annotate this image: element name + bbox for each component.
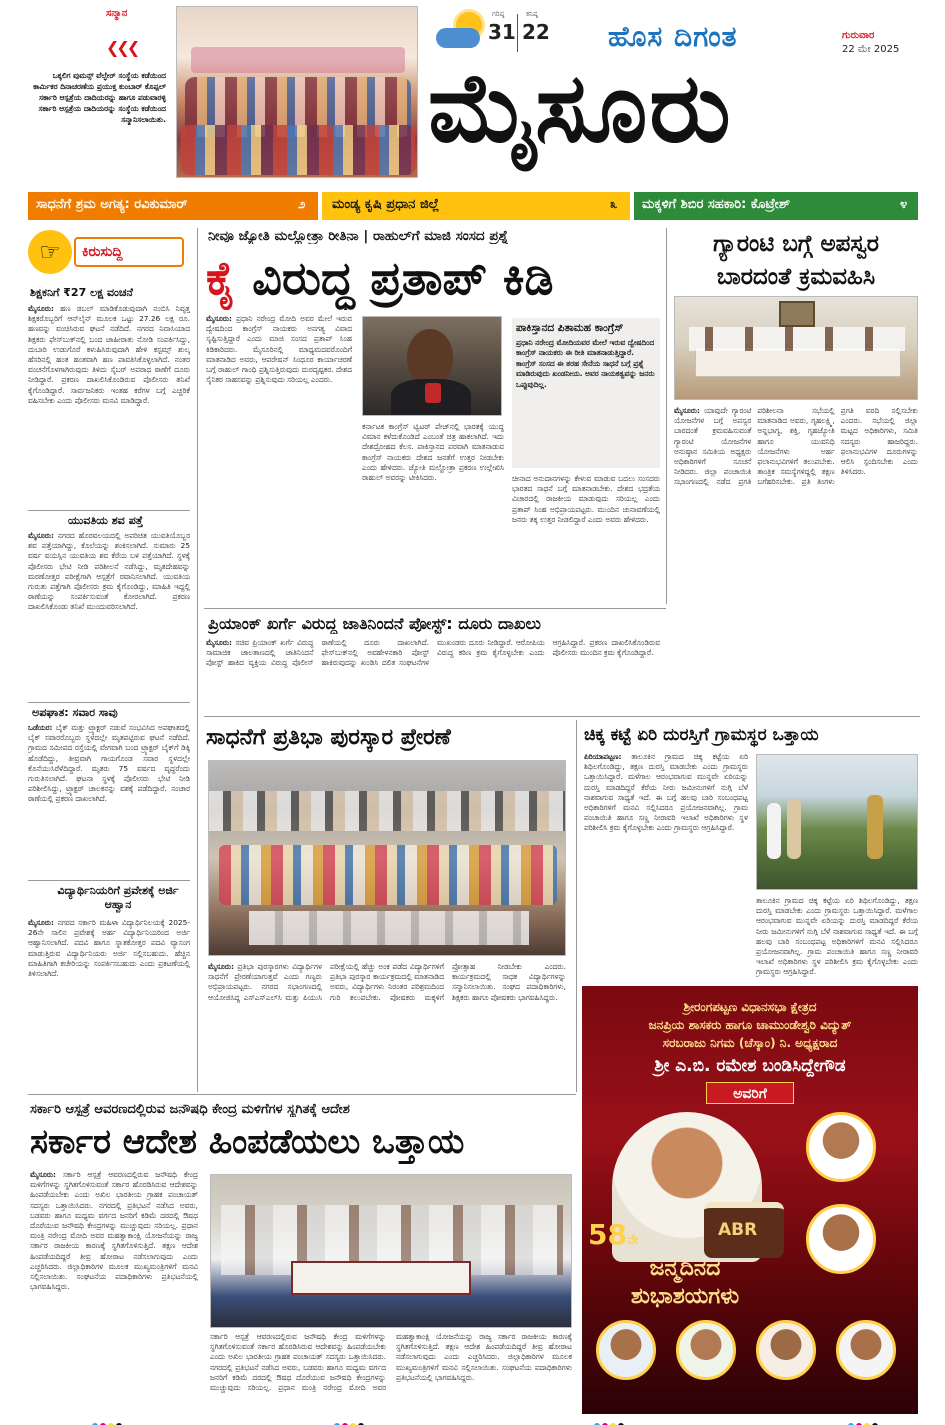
brief-4-text: ನಗರದ ಸರ್ಕಾರಿ ಮಹಿಳಾ ವಿದ್ಯಾರ್ಥಿನಿಲಯಕ್ಕೆ 2025-26ನೇ ಸಾಲಿನ ಪ್ರವೇಶಕ್ಕೆ ಅರ್ಹ ವಿದ್ಯಾರ್ಥಿನಿಯರಿಂದ ಅರ್ಜಿ ಆಹ್ವಾನಿಸಲಾಗಿದೆ. ಪದವಿ ಹಾಗೂ ಸ್ನಾತಕೋತ್ತರ ಪದವಿ ವ್ಯಾಸಂಗ ಮಾಡುತ್ತಿರುವ ವಿದ್ಯಾರ್ಥಿನಿಯರು ಅರ್ಜಿ ಸಲ್ಲಿಸಬಹುದು. ಹೆಚ್ಚಿನ ಮಾಹಿತಿಗಾಗಿ ಕಚೇರಿಯನ್ನು ಸಂಪರ್ಕಿಸಬಹುದು ಎಂದು ಪ್ರಕಟಣೆಯಲ್ಲಿ ತಿಳಿಸಲಾಗಿದೆ. — [28, 918, 190, 979]
column-divider — [666, 228, 667, 604]
brief-3-text: ಬೈಕ್ ಮತ್ತು ಟ್ರ್ಯಾಕ್ಟರ್ ನಡುವೆ ಸಂಭವಿಸಿದ ಅಪಘಾತದಲ್ಲಿ ಬೈಕ್ ಸವಾರರೊಬ್ಬರು ಸ್ಥಳದಲ್ಲೇ ಮೃತಪಟ್ಟಿರುವ ಘಟನೆ ನಡೆದಿದೆ. ಗ್ರಾಮದ ಸಮೀಪದ ರಸ್ತೆಯಲ್ಲಿ ವೇಗವಾಗಿ ಬಂದ ಟ್ರ್ಯಾಕ್ಟರ್ ಬೈಕ್‌ಗೆ ಡಿಕ್ಕಿ ಹೊಡೆದಿದ್ದು, ತೀವ್ರವಾಗಿ ಗಾಯಗೊಂಡ ಸವಾರ ಸ್ಥಳದಲ್ಲೇ ಕೊನೆಯುಸಿರೆಳೆದಿದ್ದಾರೆ. ಮೃತರು 75 ವರ್ಷದ ವೃದ್ಧರೆಂದು ಗುರುತಿಸಲಾಗಿದೆ. ಘಟನಾ ಸ್ಥಳಕ್ಕೆ ಪೊಲೀಸರು ಭೇಟಿ ನೀಡಿ ಪರಿಶೀಲಿಸಿದ್ದು, ಟ್ರ್ಯಾಕ್ಟರ್ ಚಾಲಕನನ್ನು ವಶಕ್ಕೆ ಪಡೆದಿದ್ದಾರೆ. ಸಂಚಾರ ಠಾಣೆಯಲ್ಲಿ ಪ್ರಕರಣ ದಾಖಲಾಗಿದೆ. — [28, 723, 190, 804]
felicitation-caption: ಒಕ್ಕಲಿಗ ವುಮನ್ಸ್ ವೆಲ್ಫೇರ್ ಸಂಸ್ಥೆಯ ಕಡೆಯಿಂದ ಕಾರ್ಮಿಕರ ದಿನಾಚರಣೆಯ ಪ್ರಯುಕ್ತ ಕುಂಬಾರ್ ಕೊಪ್ಪಲ್ ಸರ್ಕಾರಿ ಆಸ್ಪತ್ರೆಯ ದಾದಿಯರನ್ನು ಹಾಗೂ ಪಡುವಾರಳ್ಳಿ ಸರ್ಕಾರಿ ಆಸ್ಪತ್ರೆಯ ದಾದಿಯರನ್ನು ಸಂಸ್ಥೆಯ ಕಡೆಯಿಂದ ಸನ್ಮಾನಿಸಲಾಯಿತು. — [33, 71, 166, 124]
lead-dateline: ಮೈಸೂರು: — [206, 314, 232, 323]
date-label: 22 ಮೇ 2025 — [842, 44, 900, 55]
pointing-hand-icon: ☞ — [28, 230, 72, 274]
ad-age-number: 58 — [588, 1218, 627, 1251]
column-divider — [197, 228, 198, 1092]
lead-headline — [206, 248, 662, 310]
divider — [28, 880, 190, 881]
hospital-col-2 — [210, 1332, 572, 1412]
brief-1-text: ಹಣ ಡಬಲ್ ಮಾಡಿಕೊಡುವುದಾಗಿ ನಂಬಿಸಿ ನಿವೃತ್ತ ಶಿಕ್ಷಕರೊಬ್ಬರಿಗೆ ಆನ್‌ಲೈನ್ ಮೂಲಕ ಒಟ್ಟು 27.26 ಲಕ್ಷ ರೂ. ಹಣವನ್ನು ವಂಚಿಸಿರುವ ಘಟನೆ ನಡೆದಿದೆ. ನಗರದ ನಿವಾಸಿಯಾದ ಶಿಕ್ಷಕರು ಫೇಸ್‌ಬುಕ್‌ನಲ್ಲಿ ಬಂದ ಜಾಹೀರಾತು ನೋಡಿ ಸಂಪರ್ಕಿಸಿದ್ದು, ದುಬಾರಿ ಉಡುಗೊರೆ ಕಳುಹಿಸಿರುವುದಾಗಿ ಹೇಳಿ ಕಸ್ಟಮ್ಸ್ ಶುಲ್ಕ ಹೆಸರಿನಲ್ಲಿ ಹಂತ ಹಂತವಾಗಿ ಹಣ ಪಾವತಿಸಿಕೊಳ್ಳಲಾಗಿದೆ. ನಂತರ ವಂಚನೆಗೊಳಗಾಗಿರುವುದು ತಿಳಿದು ಸೈಬರ್ ಅಪರಾಧ ಠಾಣೆಗೆ ದೂರು ನೀಡಿದ್ದಾರೆ. ಪ್ರಕರಣ ದಾಖಲಿಸಿಕೊಂಡಿರುವ ಪೊಲೀಸರು ತನಿಖೆ ಕೈಗೊಂಡಿದ್ದಾರೆ. ಸಾರ್ವಜನಿಕರು ಇಂತಹ ಕರೆಗಳ ಬಗ್ಗೆ ಎಚ್ಚರಿಕೆ ವಹಿಸಬೇಕು ಎಂದು ಪೊಲೀಸರು ಮನವಿ ಮಾಡಿದ್ದಾರೆ. — [28, 304, 190, 405]
award-photo — [208, 760, 566, 956]
guarantee-story — [672, 226, 920, 716]
teaser-2[interactable] — [322, 192, 630, 220]
max-temp-label: ಗರಿಷ್ಠ — [492, 10, 505, 18]
supporter-portrait — [596, 1320, 656, 1380]
ad-age-suffix: ನೇ — [626, 1233, 639, 1248]
city-title: ಮೈಸೂರು — [428, 52, 733, 164]
lake-body-2 — [756, 896, 918, 978]
lake-story — [582, 720, 920, 980]
ad-line-2: ಜನಪ್ರಿಯ ಶಾಸಕರು ಹಾಗೂ ಚಾಮುಂಡೇಶ್ವರಿ ವಿದ್ಯುತ್ — [648, 1018, 852, 1032]
guarantee-body — [674, 406, 918, 712]
lead-sidebar-title: ಪಾಕಿಸ್ತಾನದ ಪಿತಾಮಹ ಕಾಂಗ್ರೆಸ್ — [516, 322, 624, 334]
hospital-photo — [210, 1174, 572, 1328]
lead-sidebar — [512, 318, 660, 468]
teaser-3-text: ಮಕ್ಕಳಿಗೆ ಶಿಬಿರ ಸಹಕಾರಿ: ಕೊಟ್ರೇಶ್ — [642, 197, 791, 212]
cake-text: ABR — [718, 1220, 758, 1240]
ad-greeting-1: ಜನ್ಮದಿನದ — [649, 1256, 721, 1281]
min-temp: 22 — [522, 20, 550, 44]
lead-col-2-text: ಕರ್ನಾಟಕ ಕಾಂಗ್ರೆಸ್ ಟ್ವಿಟರ್ ಪೇಜ್‌ನಲ್ಲಿ ಭಾರತಕ್ಕೆ ಯುದ್ಧ ವಿಮಾನ ಕಳೆದುಕೊಂಡಿದೆ ಎಂಬಂತೆ ಚಿತ್ರ ಹಾಕಲಾಗಿದೆ. ಇದು ದೇಶದ್ರೋಹದ ಕೆಲಸ. ಪಾಕಿಸ್ತಾನದ ಪರವಾಗಿ ಮಾತನಾಡುವ ಕಾಂಗ್ರೆಸ್ ನಾಯಕರು ದೇಶದ ಜನತೆಗೆ ಉತ್ತರ ನೀಡಬೇಕು ಎಂದು ಹೇಳಿದರು. ಜ್ಯೋತಿ ಮಲ್ಹೋತ್ರಾ ಪ್ರಕರಣ ಉಲ್ಲೇಖಿಸಿ ರಾಹುಲ್ ಅವರನ್ನು ಟೀಕಿಸಿದರು. — [362, 422, 504, 483]
teaser-2-text: ಮಂಡ್ಯ ಕೃಷಿ ಪ್ರಧಾನ ಜಿಲ್ಲೆ — [332, 197, 440, 212]
teaser-bar — [28, 192, 918, 220]
divider — [28, 1094, 576, 1095]
brief-4-lead: ಮೈಸೂರು: — [28, 918, 54, 927]
briefs-label: ಕಿರುಸುದ್ದಿ — [82, 244, 123, 260]
award-headline: ಸಾಧನೆಗೆ ಪ್ರತಿಭಾ ಪುರಸ್ಕಾರ ಪ್ರೇರಣೆ — [206, 725, 451, 750]
award-body — [208, 962, 566, 1090]
divider — [28, 510, 190, 511]
briefs-banner — [28, 230, 188, 274]
award-dateline: ಮೈಸೂರು: — [208, 962, 234, 971]
brief-1-title: ಶಿಕ್ಷಕನಿಗೆ ₹27 ಲಕ್ಷ ವಂಚನೆ — [30, 286, 133, 299]
hospital-text-2: ಸರ್ಕಾರಿ ಆಸ್ಪತ್ರೆ ಆವರಣದಲ್ಲಿರುವ ಜನೌಷಧಿ ಕೇಂದ್ರ ಮಳಿಗೆಗಳನ್ನು ಸ್ಥಗಿತಗೊಳಿಸುವಂತೆ ಸರ್ಕಾರ ಹೊರಡಿಸಿರುವ ಆದೇಶವನ್ನು ಹಿಂಪಡೆಯಬೇಕು ಎಂದು ಅಖಿಲ ಭಾರತೀಯ ಗ್ರಾಹಕ ಪಂಚಾಯತ್ ಸದಸ್ಯರು ಒತ್ತಾಯಿಸಿದರು. ನಗರದಲ್ಲಿ ಪ್ರತಿಭಟನೆ ನಡೆಸಿದ ಅವರು, ಬಡವರು ಹಾಗೂ ಮಧ್ಯಮ ವರ್ಗದ ಜನರಿಗೆ ಕಡಿಮೆ ದರದಲ್ಲಿ ಔಷಧ ದೊರೆಯುವ ಜನೌಷಧಿ ಕೇಂದ್ರಗಳನ್ನು ಮುಚ್ಚುವುದು ಸರಿಯಲ್ಲ. ಪ್ರಧಾನ ಮಂತ್ರಿ ನರೇಂದ್ರ ಮೋದಿ ಅವರ ಮಹತ್ವಾಕಾಂಕ್ಷಿ ಯೋಜನೆಯನ್ನು ರಾಜ್ಯ ಸರ್ಕಾರ ರಾಜಕೀಯ ಕಾರಣಕ್ಕೆ ಸ್ಥಗಿತಗೊಳಿಸುತ್ತಿದೆ. ತಕ್ಷಣ ಆದೇಶ ಹಿಂಪಡೆಯದಿದ್ದರೆ ತೀವ್ರ ಹೋರಾಟ ನಡೆಸಲಾಗುವುದು ಎಂದು ಎಚ್ಚರಿಸಿದರು. ಜಿಲ್ಲಾಧಿಕಾರಿಗಳ ಮೂಲಕ ಮುಖ್ಯಮಂತ್ರಿಗಳಿಗೆ ಮನವಿ ಸಲ್ಲಿಸಲಾಯಿತು. ಸಂಘಟನೆಯ ಪದಾಧಿಕಾರಿಗಳು ಪ್ರತಿಭಟನೆಯಲ್ಲಿ ಭಾಗವಹಿಸಿದ್ದರು. — [210, 1332, 572, 1393]
lead-headline-red: ಕೈ — [206, 251, 237, 305]
lake-dateline: ಪಿರಿಯಾಪಟ್ಟಣ: — [584, 752, 622, 761]
lake-photo — [756, 754, 918, 890]
hospital-story — [28, 1100, 574, 1412]
brief-2-lead: ಮೈಸೂರು: — [28, 531, 54, 540]
supporter-portrait — [756, 1320, 816, 1380]
guarantee-photo — [674, 296, 918, 400]
lake-text-2: ತಾಲೂಕಿನ ಗ್ರಾಮದ ಚಿಕ್ಕ ಕಟ್ಟೆಯ ಏರಿ ಶಿಥಿಲಗೊಂಡಿದ್ದು, ತಕ್ಷಣ ದುರಸ್ತಿ ಮಾಡಬೇಕು ಎಂದು ಗ್ರಾಮಸ್ಥರು ಒತ್ತಾಯಿಸಿದ್ದಾರೆ. ಮಳೆಗಾಲ ಆರಂಭವಾಗುವ ಮುನ್ನವೇ ಏರಿಯನ್ನು ದುರಸ್ತಿ ಮಾಡದಿದ್ದರೆ ಕೆರೆಯ ನೀರು ಜಮೀನುಗಳಿಗೆ ನುಗ್ಗಿ ಬೆಳೆ ನಾಶವಾಗುವ ಸಾಧ್ಯತೆ ಇದೆ. ಈ ಬಗ್ಗೆ ಹಲವು ಬಾರಿ ಸಂಬಂಧಪಟ್ಟ ಅಧಿಕಾರಿಗಳಿಗೆ ಮನವಿ ಸಲ್ಲಿಸಿದರೂ ಪ್ರಯೋಜನವಾಗಿಲ್ಲ. ಗ್ರಾಮ ಪಂಚಾಯಿತಿ ಹಾಗೂ ಸಣ್ಣ ನೀರಾವರಿ ಇಲಾಖೆ ಅಧಿಕಾರಿಗಳು ಸ್ಥಳ ಪರಿಶೀಲಿಸಿ ಕ್ರಮ ಕೈಗೊಳ್ಳಬೇಕು ಎಂದು ಗ್ರಾಮಸ್ಥರು ಆಗ್ರಹಿಸಿದ್ದಾರೆ. — [756, 896, 918, 977]
lead-headline-black: ವಿರುದ್ಧ ಪ್ರತಾಪ್ ಕಿಡಿ — [252, 251, 554, 305]
lead-sidebar-body: ಪ್ರಧಾನಿ ನರೇಂದ್ರ ಮೋದಿಯವರ ಮೇಲೆ ಇರುವ ದ್ವೇಷದಿಂದ ಕಾಂಗ್ರೆಸ್ ನಾಯಕರು ಈ ರೀತಿ ಮಾತನಾಡುತ್ತಿದ್ದಾರೆ. ಕಾಂಗ್ರೆಸ್ ಸಂಸದ ಈ ತರಹ ಸೇನೆಯ ಸಾಧನೆ ಬಗ್ಗೆ ಪ್ರಶ್ನೆ ಮಾಡಿರುವುದು ಖಂಡನೀಯ. ಅವರ ನಾಯಕತ್ವವನ್ನು ಜನರು ಒಪ್ಪುವುದಿಲ್ಲ. — [516, 338, 655, 389]
divider — [204, 608, 666, 609]
briefs-label-box — [74, 237, 184, 267]
teaser-2-page: ೩ — [610, 197, 618, 212]
column-divider — [576, 720, 577, 1092]
lead-col-3 — [512, 474, 660, 604]
registration-marks — [92, 1414, 124, 1425]
ad-age — [588, 1218, 638, 1251]
guarantee-headline: ಗ್ಯಾರಂಟಿ ಬಗ್ಗೆ ಅಪಸ್ವರ ಬಾರದಂತೆ ಕ್ರಮವಹಿಸಿ — [713, 231, 879, 290]
felicitation-photo — [176, 6, 418, 178]
brief-3-title: ಅಪಘಾತ: ಸವಾರ ಸಾವು — [32, 706, 118, 719]
lead-photo — [362, 316, 502, 416]
lake-body — [584, 752, 748, 978]
hospital-kicker: ಸರ್ಕಾರಿ ಆಸ್ಪತ್ರೆ ಆವರಣದಲ್ಲಿರುವ ಜನೌಷಧಿ ಕೇಂದ್ರ ಮಳಿಗೆಗಳ ಸ್ಥಗಿತಕ್ಕೆ ಆದೇಶ — [30, 1102, 350, 1117]
divider — [28, 702, 190, 703]
lake-headline: ಚಿಕ್ಕ ಕಟ್ಟೆ ಏರಿ ದುರಸ್ತಿಗೆ ಗ್ರಾಮಸ್ಥರ ಒತ್ತಾಯ — [584, 725, 819, 745]
lead-col-1-text: ಪ್ರಧಾನಿ ನರೇಂದ್ರ ಮೋದಿ ಅವರ ಮೇಲೆ ಇರುವ ದ್ವೇಷದಿಂದ ಕಾಂಗ್ರೆಸ್ ನಾಯಕರು ಅನಗತ್ಯ ವಿವಾದ ಸೃಷ್ಟಿಸುತ್ತಿದ್ದಾರೆ ಎಂದು ಮಾಜಿ ಸಂಸದ ಪ್ರತಾಪ್ ಸಿಂಹ ಕಿಡಿಕಾರಿದರು. ಮೈಸೂರಿನಲ್ಲಿ ಮಾಧ್ಯಮದವರೊಂದಿಗೆ ಮಾತನಾಡಿದ ಅವರು, ಆಪರೇಷನ್ ಸಿಂಧೂರ ಕಾರ್ಯಾಚರಣೆ ಬಗ್ಗೆ ರಾಹುಲ್ ಗಾಂಧಿ ಪ್ರಶ್ನಿಸುತ್ತಿರುವುದು ದುರದೃಷ್ಟಕರ. ದೇಶದ ಸೈನಿಕರ ಸಾಹಸವನ್ನು ಪ್ರಶ್ನಿಸುವುದು ಸರಿಯಲ್ಲ ಎಂದರು. — [206, 314, 352, 385]
max-temp: 31 — [488, 20, 516, 44]
ad-line-3: ಸರಬರಾಜು ನಿಗಮ (ಚೆಸ್ಕಾಂ) ನಿ. ಅಧ್ಯಕ್ಷರಾದ — [662, 1036, 838, 1050]
ad-line-1: ಶ್ರೀರಂಗಪಟ್ಟಣ ವಿಧಾನಸಭಾ ಕ್ಷೇತ್ರದ — [683, 1000, 817, 1014]
supporter-portrait — [806, 1204, 876, 1274]
brand-logo: ಹೊಸ ದಿಗಂತ — [608, 20, 738, 53]
guarantee-dateline: ಮೈಸೂರು: — [674, 406, 700, 415]
lead-col-2 — [362, 422, 504, 604]
ad-name: ಶ್ರೀ ಎ.ಬಿ. ರಮೇಶ ಬಂಡಿಸಿದ್ದೇಗೌಡ — [654, 1056, 846, 1076]
brief-1-lead: ಮೈಸೂರು: — [28, 304, 54, 313]
kharge-dateline: ಮೈಸೂರು: — [206, 638, 232, 647]
briefs-column — [28, 228, 192, 1088]
registration-marks — [594, 1414, 626, 1425]
kharge-story — [204, 612, 662, 712]
brief-1-body — [28, 304, 190, 518]
kharge-text: ಸಚಿವ ಪ್ರಿಯಾಂಕ್ ಖರ್ಗೆ ವಿರುದ್ಧ ಸಾಮಾಜಿಕ ಜಾಲತಾಣದಲ್ಲಿ ಜಾತಿನಿಂದನೆ ಪೋಸ್ಟ್ ಹಾಕಿದ ವ್ಯಕ್ತಿಯ ವಿರುದ್ಧ ಪೊಲೀಸ್ ಠಾಣೆಯಲ್ಲಿ ದೂರು ದಾಖಲಾಗಿದೆ. ಫೇಸ್‌ಬುಕ್‌ನಲ್ಲಿ ಅವಹೇಳನಕಾರಿ ಪೋಸ್ಟ್ ಹಾಕಿರುವುದನ್ನು ಖಂಡಿಸಿ ದಲಿತ ಸಂಘಟನೆಗಳ ಮುಖಂಡರು ದೂರು ನೀಡಿದ್ದಾರೆ. ಆರೋಪಿಯ ವಿರುದ್ಧ ಕಠಿಣ ಕ್ರಮ ಕೈಗೊಳ್ಳಬೇಕು ಎಂದು ಆಗ್ರಹಿಸಿದ್ದಾರೆ. ಪ್ರಕರಣ ದಾಖಲಿಸಿಕೊಂಡಿರುವ ಪೊಲೀಸರು ಮುಂದಿನ ಕ್ರಮ ಕೈಗೊಂಡಿದ್ದಾರೆ. — [206, 638, 660, 668]
brief-3-lead: ಒಡೆಯರ: — [28, 723, 53, 732]
lead-story — [204, 226, 662, 604]
teaser-1-page: ೨ — [298, 197, 306, 212]
lead-col-1 — [206, 314, 352, 604]
award-text: ಪ್ರತಿಭಾ ಪುರಸ್ಕಾರಗಳು ವಿದ್ಯಾರ್ಥಿಗಳ ಸಾಧನೆಗೆ ಪ್ರೇರಣೆಯಾಗುತ್ತವೆ ಎಂದು ಗಣ್ಯರು ಅಭಿಪ್ರಾಯಪಟ್ಟರು. ನಗರದ ಸಭಾಂಗಣದಲ್ಲಿ ಆಯೋಜಿಸಿದ್ದ ಎಸ್ಎಸ್ಎಲ್‌ಸಿ ಮತ್ತು ಪಿಯುಸಿ ಪರೀಕ್ಷೆಯಲ್ಲಿ ಹೆಚ್ಚು ಅಂಕ ಪಡೆದ ವಿದ್ಯಾರ್ಥಿಗಳಿಗೆ ಪ್ರತಿಭಾ ಪುರಸ್ಕಾರ ಕಾರ್ಯಕ್ರಮದಲ್ಲಿ ಮಾತನಾಡಿದ ಅವರು, ವಿದ್ಯಾರ್ಥಿಗಳು ನಿರಂತರ ಪರಿಶ್ರಮದಿಂದ ಗುರಿ ತಲುಪಬೇಕು. ಪೋಷಕರು ಮಕ್ಕಳಿಗೆ ಪ್ರೋತ್ಸಾಹ ನೀಡಬೇಕು ಎಂದರು. ಕಾರ್ಯಕ್ರಮದಲ್ಲಿ ಸಾಧಕ ವಿದ್ಯಾರ್ಥಿಗಳನ್ನು ಸನ್ಮಾನಿಸಲಾಯಿತು. ಸಂಘದ ಪದಾಧಿಕಾರಿಗಳು, ಶಿಕ್ಷಕರು ಹಾಗೂ ಪೋಷಕರು ಭಾಗವಹಿಸಿದ್ದರು. — [208, 962, 566, 1002]
lake-text: ತಾಲೂಕಿನ ಗ್ರಾಮದ ಚಿಕ್ಕ ಕಟ್ಟೆಯ ಏರಿ ಶಿಥಿಲಗೊಂಡಿದ್ದು, ತಕ್ಷಣ ದುರಸ್ತಿ ಮಾಡಬೇಕು ಎಂದು ಗ್ರಾಮಸ್ಥರು ಒತ್ತಾಯಿಸಿದ್ದಾರೆ. ಮಳೆಗಾಲ ಆರಂಭವಾಗುವ ಮುನ್ನವೇ ಏರಿಯನ್ನು ದುರಸ್ತಿ ಮಾಡದಿದ್ದರೆ ಕೆರೆಯ ನೀರು ಜಮೀನುಗಳಿಗೆ ನುಗ್ಗಿ ಬೆಳೆ ನಾಶವಾಗುವ ಸಾಧ್ಯತೆ ಇದೆ. ಈ ಬಗ್ಗೆ ಹಲವು ಬಾರಿ ಸಂಬಂಧಪಟ್ಟ ಅಧಿಕಾರಿಗಳಿಗೆ ಮನವಿ ಸಲ್ಲಿಸಿದರೂ ಪ್ರಯೋಜನವಾಗಿಲ್ಲ. ಗ್ರಾಮ ಪಂಚಾಯಿತಿ ಹಾಗೂ ಸಣ್ಣ ನೀರಾವರಿ ಇಲಾಖೆ ಅಧಿಕಾರಿಗಳು ಸ್ಥಳ ಪರಿಶೀಲಿಸಿ ಕ್ರಮ ಕೈಗೊಳ್ಳಬೇಕು ಎಂದು ಗ್ರಾಮಸ್ಥರು ಆಗ್ರಹಿಸಿದ್ದಾರೆ. — [584, 752, 748, 833]
teaser-1[interactable] — [28, 192, 318, 220]
cake-icon — [704, 1202, 784, 1258]
day-label: ಗುರುವಾರ — [842, 30, 875, 41]
kharge-body — [206, 638, 660, 712]
brief-4-title: ವಿದ್ಯಾರ್ಥಿನಿಯರಿಗೆ ಪ್ರವೇಶಕ್ಕೆ ಅರ್ಜಿ ಆಹ್ವಾನ — [57, 884, 179, 911]
brief-4-body — [28, 918, 190, 1088]
lead-col-3-text: ಚೀನಾದ ಅನುದಾನಗಳನ್ನು ಕೇಳುವ ಮಾಡುವ ಬದಲು ಸಂಸದರು ಭಾರತದ ಸಾಧನೆ ಬಗ್ಗೆ ಮಾತನಾಡಬೇಕು. ದೇಶದ ಭದ್ರತೆಯ ವಿಚಾರದಲ್ಲಿ ರಾಜಕೀಯ ಮಾಡುವುದು ಸರಿಯಲ್ಲ ಎಂದು ಪ್ರತಾಪ್ ಸಿಂಹ ಅಭಿಪ್ರಾಯಪಟ್ಟರು. ಮುಂದಿನ ಚುನಾವಣೆಯಲ್ಲಿ ಜನರು ತಕ್ಕ ಉತ್ತರ ನೀಡಲಿದ್ದಾರೆ ಎಂದು ಅವರು ಹೇಳಿದರು. — [512, 474, 660, 524]
divider — [204, 716, 920, 717]
ad-greeting-2: ಶುಭಾಶಯಗಳು — [630, 1284, 740, 1309]
min-temp-label: ಕನಿಷ್ಠ — [526, 10, 538, 18]
teaser-3-page: ೪ — [900, 197, 908, 212]
chevrons-icon: ❮❮❮ — [106, 38, 138, 57]
supporter-portrait — [676, 1320, 736, 1380]
hospital-text: ಸರ್ಕಾರಿ ಆಸ್ಪತ್ರೆ ಆವರಣದಲ್ಲಿರುವ ಜನೌಷಧಿ ಕೇಂದ್ರ ಮಳಿಗೆಗಳನ್ನು ಸ್ಥಗಿತಗೊಳಿಸುವಂತೆ ಸರ್ಕಾರ ಹೊರಡಿಸಿರುವ ಆದೇಶವನ್ನು ಹಿಂಪಡೆಯಬೇಕು ಎಂದು ಅಖಿಲ ಭಾರತೀಯ ಗ್ರಾಹಕ ಪಂಚಾಯತ್ ಸದಸ್ಯರು ಒತ್ತಾಯಿಸಿದರು. ನಗರದಲ್ಲಿ ಪ್ರತಿಭಟನೆ ನಡೆಸಿದ ಅವರು, ಬಡವರು ಹಾಗೂ ಮಧ್ಯಮ ವರ್ಗದ ಜನರಿಗೆ ಕಡಿಮೆ ದರದಲ್ಲಿ ಔಷಧ ದೊರೆಯುವ ಜನೌಷಧಿ ಕೇಂದ್ರಗಳನ್ನು ಮುಚ್ಚುವುದು ಸರಿಯಲ್ಲ. ಪ್ರಧಾನ ಮಂತ್ರಿ ನರೇಂದ್ರ ಮೋದಿ ಅವರ ಮಹತ್ವಾಕಾಂಕ್ಷಿ ಯೋಜನೆಯನ್ನು ರಾಜ್ಯ ಸರ್ಕಾರ ರಾಜಕೀಯ ಕಾರಣಕ್ಕೆ ಸ್ಥಗಿತಗೊಳಿಸುತ್ತಿದೆ. ತಕ್ಷಣ ಆದೇಶ ಹಿಂಪಡೆಯದಿದ್ದರೆ ತೀವ್ರ ಹೋರಾಟ ನಡೆಸಲಾಗುವುದು ಎಂದು ಎಚ್ಚರಿಸಿದರು. ಜಿಲ್ಲಾಧಿಕಾರಿಗಳ ಮೂಲಕ ಮುಖ್ಯಮಂತ್ರಿಗಳಿಗೆ ಮನವಿ ಸಲ್ಲಿಸಲಾಯಿತು. ಸಂಘಟನೆಯ ಪದಾಧಿಕಾರಿಗಳು ಪ್ರತಿಭಟನೆಯಲ್ಲಿ ಭಾಗವಹಿಸಿದ್ದರು. — [30, 1170, 198, 1292]
brief-2-body — [28, 531, 190, 701]
supporter-portrait — [836, 1320, 896, 1380]
brief-2-title: ಯುವತಿಯ ಶವ ಪತ್ತೆ — [68, 514, 143, 527]
kharge-headline: ಪ್ರಿಯಾಂಕ್ ಖರ್ಗೆ ವಿರುದ್ಧ ಜಾತಿನಿಂದನೆ ಪೋಸ್ಟ್: ದೂರು ದಾಖಲು — [208, 614, 542, 633]
birthday-ad — [582, 986, 918, 1414]
masthead — [0, 0, 945, 186]
registration-marks — [334, 1414, 366, 1425]
ad-avarige: ಅವರಿಗೆ — [706, 1082, 794, 1104]
hospital-dateline: ಮೈಸೂರು: — [30, 1170, 56, 1179]
supporter-portrait — [806, 1112, 876, 1182]
felicitation-tag: ಸನ್ಮಾನ — [106, 8, 128, 19]
brief-2-text: ನಗರದ ಹೊರವಲಯದಲ್ಲಿ ಅಪರಿಚಿತ ಯುವತಿಯೊಬ್ಬರ ಶವ ಪತ್ತೆಯಾಗಿದ್ದು, ಕೊಲೆಯನ್ನು ಶಂಕಿಸಲಾಗಿದೆ. ಸುಮಾರು 25 ವರ್ಷ ವಯಸ್ಸಿನ ಯುವತಿಯ ಶವ ಕೆರೆಯ ಬಳಿ ಪತ್ತೆಯಾಗಿದೆ. ಸ್ಥಳಕ್ಕೆ ಪೊಲೀಸರು ಭೇಟಿ ನೀಡಿ ಪರಿಶೀಲನೆ ನಡೆಸಿದ್ದು, ಮೃತದೇಹವನ್ನು ಮರಣೋತ್ತರ ಪರೀಕ್ಷೆಗಾಗಿ ಆಸ್ಪತ್ರೆಗೆ ರವಾನಿಸಲಾಗಿದೆ. ಯುವತಿಯ ಗುರುತು ಪತ್ತೆಗಾಗಿ ಪೊಲೀಸರು ಕ್ರಮ ಕೈಗೊಂಡಿದ್ದು, ಮಾಹಿತಿ ಇದ್ದಲ್ಲಿ ಠಾಣೆಯನ್ನು ಸಂಪರ್ಕಿಸುವಂತೆ ಕೋರಲಾಗಿದೆ. ಪ್ರಕರಣ ದಾಖಲಿಸಿಕೊಂಡು ತನಿಖೆ ಮುಂದುವರಿಸಲಾಗಿದೆ. — [28, 531, 190, 612]
hospital-col-1 — [30, 1170, 198, 1412]
teaser-1-text: ಸಾಧನೆಗೆ ಶ್ರಮ ಅಗತ್ಯ: ರವಿಕುಮಾರ್ — [36, 197, 188, 212]
teaser-3[interactable] — [634, 192, 918, 220]
guarantee-text: ಯಾವುದೇ ಗ್ಯಾರಂಟಿ ಯೋಜನೆಗಳ ಬಗ್ಗೆ ಅಪಸ್ವರ ಬಾರದಂತೆ ಕ್ರಮವಹಿಸುವಂತೆ ಗ್ಯಾರಂಟಿ ಯೋಜನೆಗಳ ಅನುಷ್ಠಾನ ಸಮಿತಿಯ ಅಧ್ಯಕ್ಷರು ಅಧಿಕಾರಿಗಳಿಗೆ ಸೂಚನೆ ನೀಡಿದರು. ಜಿಲ್ಲಾ ಪಂಚಾಯಿತಿ ಸಭಾಂಗಣದಲ್ಲಿ ನಡೆದ ಪ್ರಗತಿ ಪರಿಶೀಲನಾ ಸಭೆಯಲ್ಲಿ ಮಾತನಾಡಿದ ಅವರು, ಗೃಹಲಕ್ಷ್ಮಿ, ಅನ್ನಭಾಗ್ಯ, ಶಕ್ತಿ, ಗೃಹಜ್ಯೋತಿ ಹಾಗೂ ಯುವನಿಧಿ ಯೋಜನೆಗಳು ಅರ್ಹ ಫಲಾನುಭವಿಗಳಿಗೆ ತಲುಪಬೇಕು. ತಾಂತ್ರಿಕ ಸಮಸ್ಯೆಗಳಿದ್ದಲ್ಲಿ ತಕ್ಷಣ ಬಗೆಹರಿಸಬೇಕು. ಪ್ರತಿ ತಿಂಗಳು ಪ್ರಗತಿ ವರದಿ ಸಲ್ಲಿಸಬೇಕು ಎಂದರು. ಸಭೆಯಲ್ಲಿ ಜಿಲ್ಲಾ ಮಟ್ಟದ ಅಧಿಕಾರಿಗಳು, ಸಮಿತಿ ಸದಸ್ಯರು ಹಾಜರಿದ್ದರು. ಫಲಾನುಭವಿಗಳ ದೂರುಗಳನ್ನು ಆಲಿಸಿ ಸ್ಪಂದಿಸಬೇಕು ಎಂದು ತಿಳಿಸಿದರು. — [674, 406, 918, 487]
hospital-headline: ಸರ್ಕಾರ ಆದೇಶ ಹಿಂಪಡೆಯಲು ಒತ್ತಾಯ — [30, 1122, 465, 1162]
registration-marks — [848, 1414, 880, 1425]
award-story — [204, 720, 570, 1090]
lead-kicker: ನೀವೂ ಜ್ಯೋತಿ ಮಲ್ಹೋತ್ರಾ ರೀತಿನಾ | ರಾಹುಲ್‌ಗೆ ಮಾಜಿ ಸಂಸದ ಪ್ರಶ್ನೆ — [208, 228, 509, 244]
